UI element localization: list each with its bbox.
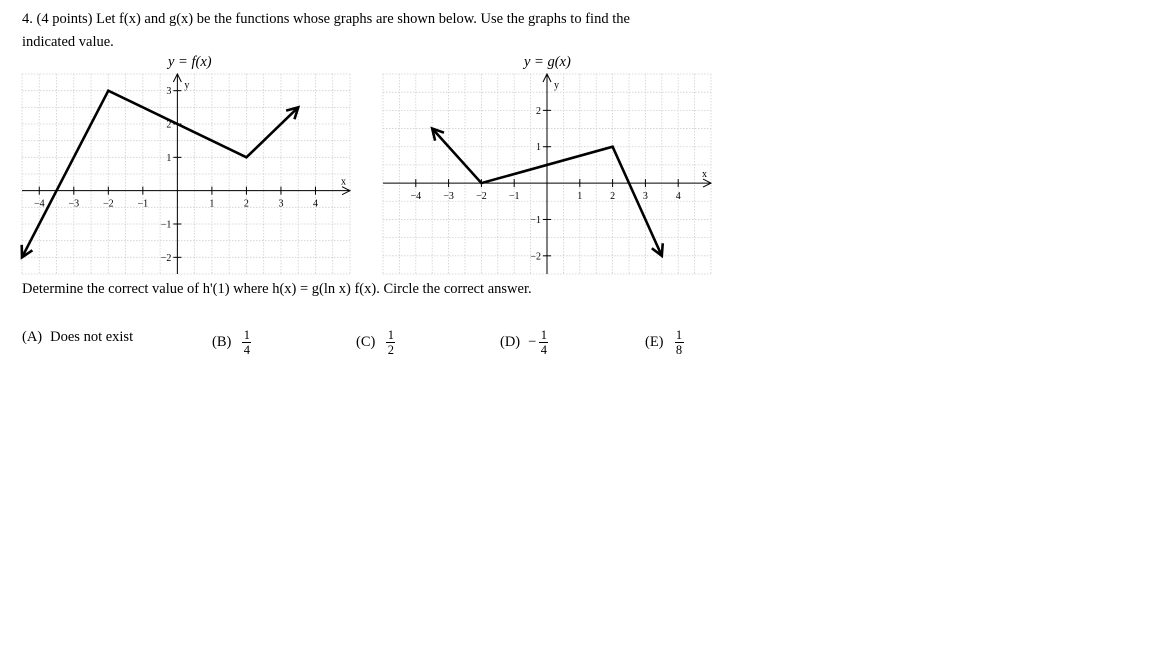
- graph-g: [383, 74, 711, 274]
- graph-f-x-tick-label: 3: [278, 198, 284, 210]
- graph-g-y-label: y: [554, 80, 559, 91]
- graph-f-x-label: x: [341, 176, 346, 188]
- choice-e-denominator: 8: [675, 343, 683, 357]
- graph-g-y-tick-label: −1: [530, 214, 541, 226]
- graph-g-y-tick-label: 2: [536, 105, 541, 117]
- graph-g-x-tick-label: 4: [675, 191, 681, 203]
- problem-line-2: indicated value.: [22, 34, 114, 50]
- choice-a[interactable]: [22, 329, 133, 346]
- choice-d-numerator: 1: [540, 328, 547, 342]
- choice-d-sign: −: [528, 334, 537, 350]
- graph-f-x-tick-label: 1: [209, 198, 215, 210]
- graph-g-x-label: x: [702, 169, 707, 181]
- choice-b-denominator: 4: [243, 343, 250, 357]
- choice-b-fraction: [242, 329, 251, 356]
- graph-g-x-tick-label: 3: [642, 191, 648, 203]
- graph-f-x-tick-label: 2: [243, 198, 249, 210]
- graph-g-x-tick-label: −3: [443, 191, 454, 203]
- graph-g-x-tick-label: −4: [410, 191, 422, 203]
- graph-f-grid: [22, 74, 350, 274]
- graph-g-y-tick-label: 1: [536, 142, 541, 154]
- graph-g-y-tick-label: −2: [530, 251, 541, 263]
- graph-g-x-tick-label: 1: [577, 191, 583, 203]
- graph-f-y-label: y: [184, 80, 190, 91]
- graph-g-x-tick-label: 2: [610, 191, 616, 203]
- choice-d-denominator: 4: [540, 343, 547, 357]
- graph-g-x-tick-label: −1: [508, 191, 520, 203]
- graph-f-y-tick-label: 3: [166, 86, 172, 98]
- choice-c-letter: (C): [356, 334, 376, 350]
- choice-a-text: Does not exist: [50, 329, 134, 345]
- graph-f-y-tick-label: 2: [166, 119, 172, 131]
- graph-f-x-tick-label: −1: [137, 198, 149, 210]
- graph-f-x-tick-label: −3: [68, 198, 80, 210]
- choice-c-numerator: 1: [387, 328, 394, 342]
- graph-f-y-tick-label: −2: [160, 252, 172, 264]
- graph-f-x-tick-label: 4: [312, 198, 318, 210]
- choice-b-letter: (B): [212, 334, 232, 350]
- choice-c-fraction: [386, 329, 395, 356]
- graph-g-x-tick-label: −2: [476, 191, 487, 203]
- graph-f-y-tick-label: −1: [160, 219, 172, 231]
- choice-e-letter: (E): [645, 334, 664, 350]
- choice-c[interactable]: [356, 329, 395, 356]
- graph-g-title: y = g(x): [524, 54, 571, 70]
- graph-f-x-tick-label: −4: [33, 198, 45, 210]
- choice-d-letter: (D): [500, 334, 521, 350]
- choice-b-numerator: 1: [243, 328, 250, 342]
- choice-d-fraction: [539, 329, 548, 356]
- graph-f: [22, 74, 350, 274]
- graph-f-title: y = f(x): [168, 54, 212, 70]
- choice-e-numerator: 1: [675, 328, 683, 342]
- graph-f-y-tick-label: 1: [166, 152, 172, 164]
- choice-e[interactable]: [645, 329, 684, 356]
- question-text: Determine the correct value of h'(1) where h(x) = g(ln x) f(x). Circle the correct answer.: [22, 281, 532, 297]
- choice-c-denominator: 2: [387, 343, 394, 357]
- choice-a-letter: (A): [22, 329, 43, 345]
- problem-line-1: 4. (4 points) Let f(x) and g(x) be the functions whose graphs are shown below. Use the graphs to find the: [22, 11, 630, 27]
- choice-b[interactable]: [212, 329, 251, 356]
- choice-d[interactable]: [500, 329, 548, 356]
- graph-f-x-tick-label: −2: [102, 198, 114, 210]
- choice-e-fraction: [675, 329, 684, 356]
